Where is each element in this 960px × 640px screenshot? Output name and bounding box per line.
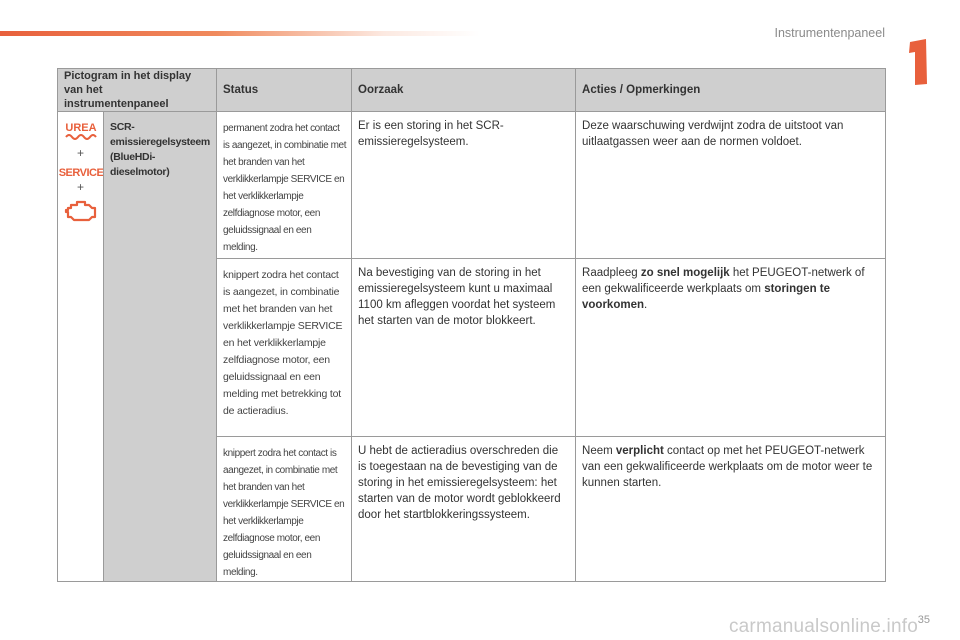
status-text: knippert zodra het contact is aangezet, in combinatie met het branden van het verklikkerlampje SERVICE en het verklikkerlampje zelfdiagnose motor, een geluidssignaal en een melding. (217, 437, 352, 582)
svg-text:SERVICE: SERVICE (59, 167, 103, 179)
service-warning-icon (59, 164, 103, 180)
watermark: carmanualsonline.info (728, 616, 918, 637)
cause-text: Na bevestiging van de storing in het emissieregelsysteem kunt u maximaal 1100 km afleggen voordat het systeem het starten van de motor blokkeert. (352, 259, 576, 437)
warning-lights-table (57, 68, 886, 582)
plus-sign: + (76, 180, 84, 194)
warning-name: SCR-emissieregelsysteem (BlueHDi-dieselmotor) (104, 112, 217, 582)
svg-text:UREA: UREA (64, 122, 97, 134)
status-text: knippert zodra het contact is aangezet, in combinatie met het branden van het verklikkerlampje SERVICE en het verklikkerlampje zelfdiagnose motor, een geluidssignaal en een melding met betrekking tot de actieradius. (217, 259, 352, 437)
column-header-pictogram: Pictogram in het display van het instrumentenpaneel (58, 69, 217, 112)
action-text: Neem verplicht contact op met het PEUGEOT-netwerk van een gekwalificeerde werkplaats om de motor weer te kunnen starten. (576, 437, 886, 582)
engine-check-icon (63, 198, 99, 226)
emphasis-text: zo snel mogelijk (640, 267, 730, 279)
cause-text: Er is een storing in het SCR-emissieregelsysteem. (352, 112, 576, 259)
section-title: Instrumentenpaneel (774, 26, 885, 40)
icon-cell (58, 112, 104, 582)
column-header-actions: Acties / Opmerkingen (576, 69, 886, 112)
chapter-number (906, 38, 930, 88)
column-header-status: Status (217, 69, 352, 112)
emphasis-text: storingen te voorkomen (582, 283, 831, 311)
plus-sign: + (76, 146, 84, 160)
action-text: Deze waarschuwing verdwijnt zodra de uitstoot van uitlaatgassen weer aan de normen voldoet. (576, 112, 886, 259)
action-text: Raadpleeg zo snel mogelijk het PEUGEOT-netwerk of een gekwalificeerde werkplaats om storingen te voorkomen. (576, 259, 886, 437)
cause-text: U hebt de actieradius overschreden die is toegestaan na de bevestiging van de storing in het emissieregelsysteem: het starten van de motor wordt geblokkeerd door het startblokkeringssysteem. (352, 437, 576, 582)
column-header-cause: Oorzaak (352, 69, 576, 112)
emphasis-text: verplicht (615, 445, 664, 457)
urea-warning-icon (62, 120, 100, 142)
table-row (58, 112, 886, 259)
status-text: permanent zodra het contact is aangezet, in combinatie met het branden van het verklikkerlampje SERVICE en het verklikkerlampje zelfdiagnose motor, een geluidssignaal en een melding. (217, 112, 352, 259)
page-number: 35 (917, 614, 930, 626)
accent-gradient-bar (0, 31, 480, 36)
table-header-row (58, 69, 886, 112)
